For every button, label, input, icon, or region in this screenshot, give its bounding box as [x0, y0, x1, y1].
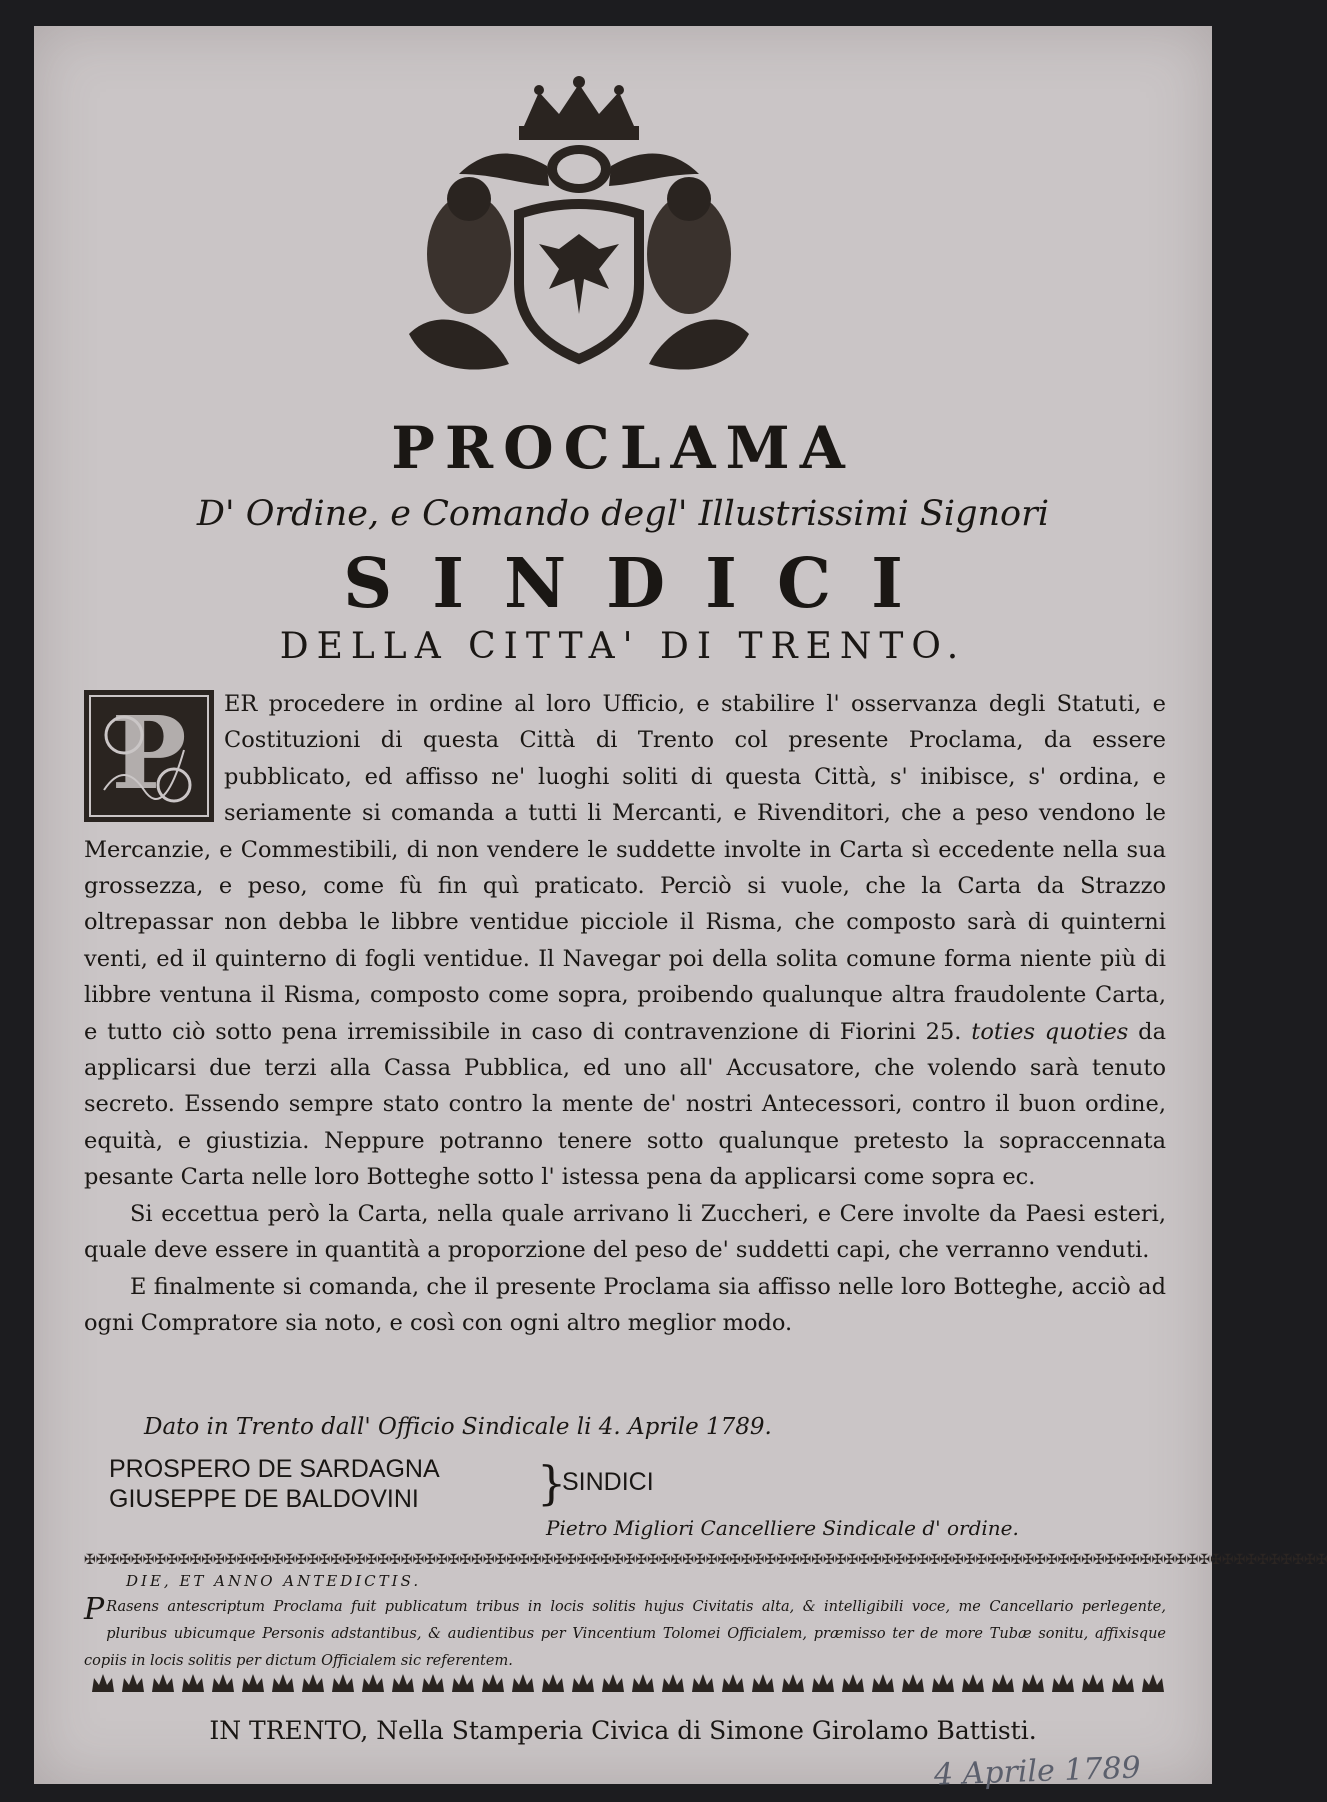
crown-ornament	[932, 1674, 954, 1692]
crown-ornament	[632, 1674, 654, 1692]
proclamation-title: PROCLAMA	[391, 414, 855, 482]
signatory-2: GIUSEPPE DE BALDOVINI	[109, 1485, 419, 1513]
crown-ornament	[212, 1674, 234, 1692]
ornament-divider-icon: ✠✠✠✠✠✠✠✠✠✠✠✠✠✠✠✠✠✠✠✠✠✠✠✠✠✠✠✠✠✠✠✠✠✠✠✠✠✠✠✠✠✠✠✠✠✠✠✠✠✠✠✠✠✠✠✠✠✠✠✠✠✠✠✠✠✠✠✠✠✠✠✠✠✠✠✠✠✠✠✠✠✠✠✠✠✠✠✠✠✠✠✠✠✠✠✠✠✠✠✠✠✠✠✠✠✠	[84, 1552, 1327, 1568]
authority-heading: SINDICI	[343, 544, 943, 624]
crown-ornament	[752, 1674, 774, 1692]
crown-ornament	[542, 1674, 564, 1692]
crown-ornament	[602, 1674, 624, 1692]
svg-text:P: P	[111, 694, 187, 812]
crown-ornament	[452, 1674, 474, 1692]
crown-ornament	[1052, 1674, 1074, 1692]
crown-ornament	[362, 1674, 384, 1692]
crown-ornament	[1082, 1674, 1104, 1692]
crown-ornament	[722, 1674, 744, 1692]
signatory-title: SINDICI	[562, 1468, 654, 1496]
crown-ornament	[482, 1674, 504, 1692]
signatory-names	[109, 1454, 440, 1514]
signatory-1: PROSPERO DE SARDAGNA	[109, 1455, 440, 1483]
crown-ornament	[782, 1674, 804, 1692]
crown-ornament	[392, 1674, 414, 1692]
latin-text: Rasens antescriptum Proclama fuit publicatum tribus in locis solitis hujus Civitatis alta, & intelligibili voce, me Cancellario perlegente, pluribus ubicumque Personis adstantibus, & audientibus per Vincentium Tolomei Officialem, præmisso ter de more Tubæ sonitu, affixisque copiis in locis solitis per dictum Officialem sic referentem.	[84, 1599, 1166, 1669]
crown-ornament	[812, 1674, 834, 1692]
die-line: DIE, ET ANNO ANTEDICTIS.	[126, 1572, 422, 1590]
handwritten-note: 4 Aprile 1789	[933, 1750, 1142, 1793]
crown-ornament	[902, 1674, 924, 1692]
paragraph-1	[84, 686, 1166, 1196]
crown-ornament	[152, 1674, 174, 1692]
crown-ornament	[122, 1674, 144, 1692]
crown-ornament	[572, 1674, 594, 1692]
brace-icon: }	[537, 1456, 567, 1510]
paragraph-1-italic: toties quoties	[971, 1018, 1129, 1045]
proclamation-body	[84, 686, 1166, 1341]
paragraph-2: Si eccettua però la Carta, nella quale arrivano li Zuccheri, e Cere involte da Paesi esteri, quale deve essere in quantità a proporzione del peso de' suddetti capi, che verranno venduti.	[84, 1200, 1166, 1264]
latin-initial: P	[84, 1592, 105, 1627]
crown-ornament	[272, 1674, 294, 1692]
crown-ornament	[92, 1674, 114, 1692]
ornamental-dropcap-p-icon	[84, 690, 214, 822]
crown-ornament	[1022, 1674, 1044, 1692]
coat-of-arms-emblem	[399, 74, 759, 386]
crown-ornament	[1112, 1674, 1134, 1692]
crown-ornament	[842, 1674, 864, 1692]
crown-ornament	[962, 1674, 984, 1692]
paragraph-1-end: da applicarsi due terzi alla Cassa Pubblica, ed uno all' Accusatore, che volendo sarà tenuto secreto. Essendo sempre stato contro la mente de' nostri Antecessori, contro il buon ordine, equità, e giustizia. Neppure potranno tenere sotto qualunque pretesto la sopraccennata pesante Carta nelle loro Botteghe sotto l' istessa pena da applicarsi come sopra ec.	[84, 1018, 1166, 1191]
city-heading: DELLA CITTA' DI TRENTO.	[279, 626, 967, 667]
crown-ornament	[302, 1674, 324, 1692]
crown-ornament	[242, 1674, 264, 1692]
crown-ornament	[332, 1674, 354, 1692]
crown-ornament	[992, 1674, 1014, 1692]
crown-ornament	[422, 1674, 444, 1692]
crown-ornament	[182, 1674, 204, 1692]
crown-ornament-row-icon	[84, 1670, 1164, 1698]
chancellor-line: Pietro Migliori Cancelliere Sindicale d' ordine.	[546, 1516, 1019, 1540]
date-line: Dato in Trento dall' Officio Sindicale li 4. Aprile 1789.	[144, 1414, 772, 1440]
proclamation-sheet	[34, 26, 1327, 1793]
crown-ornament	[662, 1674, 684, 1692]
proclamation-subtitle: D' Ordine, e Comando degl' Illustrissimi Signori	[196, 494, 1050, 534]
latin-attestation	[84, 1594, 1166, 1675]
crown-ornament	[872, 1674, 894, 1692]
crown-ornament	[692, 1674, 714, 1692]
crown-ornament	[1142, 1674, 1164, 1692]
crown-ornament	[512, 1674, 534, 1692]
paragraph-1-text: ER procedere in ordine al loro Ufficio, e stabilire l' osservanza degli Statuti, e Costituzioni di questa Città di Trento col presente Proclama, da essere pubblicato, ed affisso ne' luoghi soliti di questa Città, s' inibisce, s' ordina, e seriamente si comanda a tutti li Mercanti, e Rivenditori, che a peso vendono le Mercanzie, e Commestibili, di non vendere le suddette involte in Carta sì eccedente nella sua grossezza, e peso, come fù fin quì praticato. Perciò si vuole, che la Carta da Strazzo oltrepassar non debba le libbre ventidue picciole il Risma, che composto sarà di quinterni venti, ed il quinterno di fogli ventidue. Il Navegar poi della solita comune forma niente più di libbre ventuna il Risma, composto come sopra, proibendo qualunque altra fraudolente Carta, e tutto ciò sotto pena irremissibile in caso di contravenzione di Fiorini 25.	[84, 691, 1166, 1045]
paragraph-3: E finalmente si comanda, che il presente Proclama sia affisso nelle loro Botteghe, acciò ad ogni Compratore sia noto, e così con ogni altro meglior modo.	[84, 1273, 1166, 1336]
printer-imprint: IN TRENTO, Nella Stamperia Civica di Simone Girolamo Battisti.	[209, 1716, 1037, 1745]
